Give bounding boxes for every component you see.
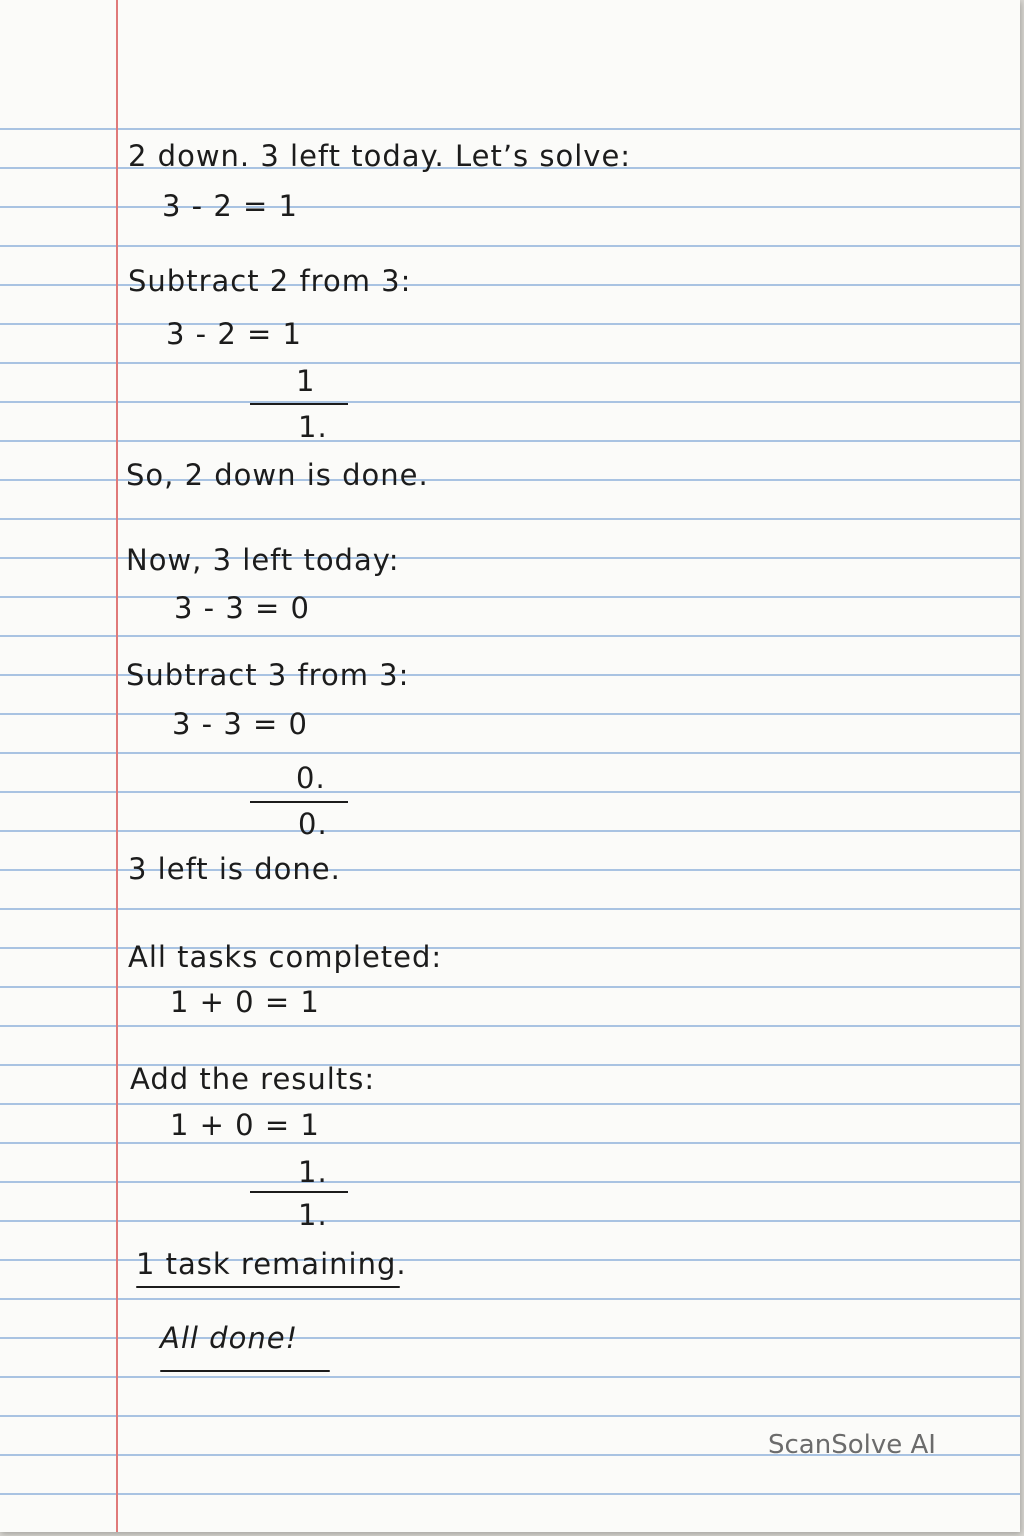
fraction-2-top: 0. [296,761,326,795]
fraction-3-bottom: 1. [298,1198,328,1232]
fraction-2-bottom: 0. [298,807,328,841]
note-line-all-done: All done! [160,1321,299,1355]
all-done-underline [160,1370,330,1372]
note-line-3-left: Now, 3 left today: [126,543,400,577]
equation-5: 1 + 0 = 1 [170,985,320,1019]
fraction-1-top: 1 [296,364,316,398]
equation-2: 3 - 2 = 1 [166,317,302,351]
fraction-1-bottom: 1. [298,410,328,444]
note-line-subtract-3: Subtract 3 from 3: [126,658,410,692]
note-line-add-results: Add the results: [130,1062,376,1096]
note-line-3-left-done: 3 left is done. [128,852,341,886]
remaining-underline [136,1286,400,1288]
equation-1: 3 - 2 = 1 [162,189,298,223]
note-line-remaining: 1 task remaining. [136,1247,407,1281]
note-line-all-tasks: All tasks completed: [128,940,443,974]
equation-4: 3 - 3 = 0 [172,707,308,741]
equation-6: 1 + 0 = 1 [170,1108,320,1142]
fraction-3-top: 1. [298,1155,328,1189]
margin-line [116,0,118,1532]
note-line-2-down-done: So, 2 down is done. [126,458,429,492]
fraction-1-bar [250,403,348,405]
fraction-3-bar [250,1191,348,1193]
equation-3: 3 - 3 = 0 [174,591,310,625]
note-line-subtract-2: Subtract 2 from 3: [128,264,412,298]
brand-watermark: ScanSolve AI [768,1430,936,1460]
note-line-intro: 2 down. 3 left today. Let’s solve: [128,139,632,173]
fraction-2-bar [250,801,348,803]
